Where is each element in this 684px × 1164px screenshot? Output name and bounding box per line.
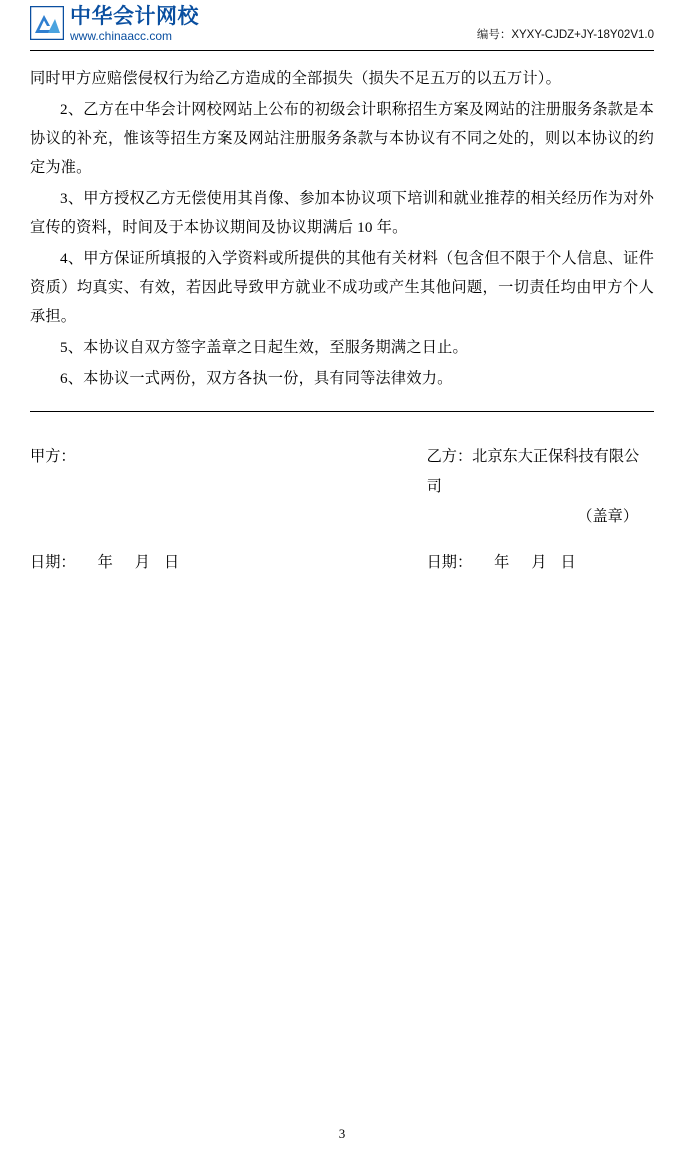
document-body <box>18 64 666 393</box>
party-b-date <box>327 548 654 578</box>
paragraph-5: 5、本协议自双方签字盖章之日起生效，至服务期满之日止。 <box>60 339 468 356</box>
party-b-name: 北京东大正保科技有限公司 <box>426 448 640 495</box>
party-b-date-day: 日 <box>560 554 576 571</box>
document-code <box>477 26 654 42</box>
party-a-signature <box>30 442 327 472</box>
party-a-date-year: 年 <box>97 554 113 571</box>
signature-names-row <box>30 442 654 532</box>
seal-note: （盖章） <box>577 508 638 525</box>
brand-logo <box>30 6 199 43</box>
paragraph-3: 3、甲方授权乙方无偿使用其肖像、参加本协议项下培训和就业推荐的相关经历作为对外宣传的资料，时间及于本协议期间及协议期满后 10 年。 <box>30 190 654 236</box>
signature-divider <box>30 411 654 412</box>
paragraph-continued: 同时甲方应赔偿侵权行为给乙方造成的全部损失（损失不足五万的以五万计）。 <box>30 70 561 87</box>
party-b-date-year: 年 <box>494 554 510 571</box>
brand-url: www.chinaacc.com <box>70 29 173 43</box>
party-b-signature <box>327 442 654 532</box>
document-code-label: 编号： <box>476 29 512 41</box>
document-code-value: XYXY-CJDZ+JY-18Y02V1.0 <box>511 29 654 41</box>
party-a-date-month: 月 <box>134 554 150 571</box>
party-a-label: 甲方： <box>30 448 76 465</box>
brand-text <box>70 6 199 43</box>
party-b-date-month: 月 <box>531 554 547 571</box>
chinaacc-logo-icon <box>30 6 64 40</box>
brand-title: 中华会计网校 <box>70 5 199 28</box>
page-footer <box>0 1126 684 1142</box>
party-b-label: 乙方： <box>426 448 473 465</box>
party-b-date-label: 日期： <box>426 554 473 571</box>
signature-dates-row <box>30 548 654 578</box>
paragraph-4: 4、甲方保证所填报的入学资料或所提供的其他有关材料（包含但不限于个人信息、证件资质）均真实、有效，若因此导致甲方就业不成功或产生其他问题，一切责任均由甲方个人承担。 <box>30 250 654 325</box>
party-a-date-day: 日 <box>163 554 180 571</box>
header-divider <box>30 50 654 51</box>
signature-block <box>18 442 666 571</box>
paragraph-6: 6、本协议一式两份，双方各执一份，具有同等法律效力。 <box>60 370 453 387</box>
paragraph-2: 2、乙方在中华会计网校网站上公布的初级会计职称招生方案及网站的注册服务条款是本协议的补充，惟该等招生方案及网站注册服务条款与本协议有不同之处的，则以本协议的约定为准。 <box>30 101 654 176</box>
document-header <box>18 0 666 52</box>
page-number: 3 <box>338 1126 346 1141</box>
party-a-date <box>30 548 327 578</box>
party-a-date-label: 日期： <box>30 554 76 571</box>
